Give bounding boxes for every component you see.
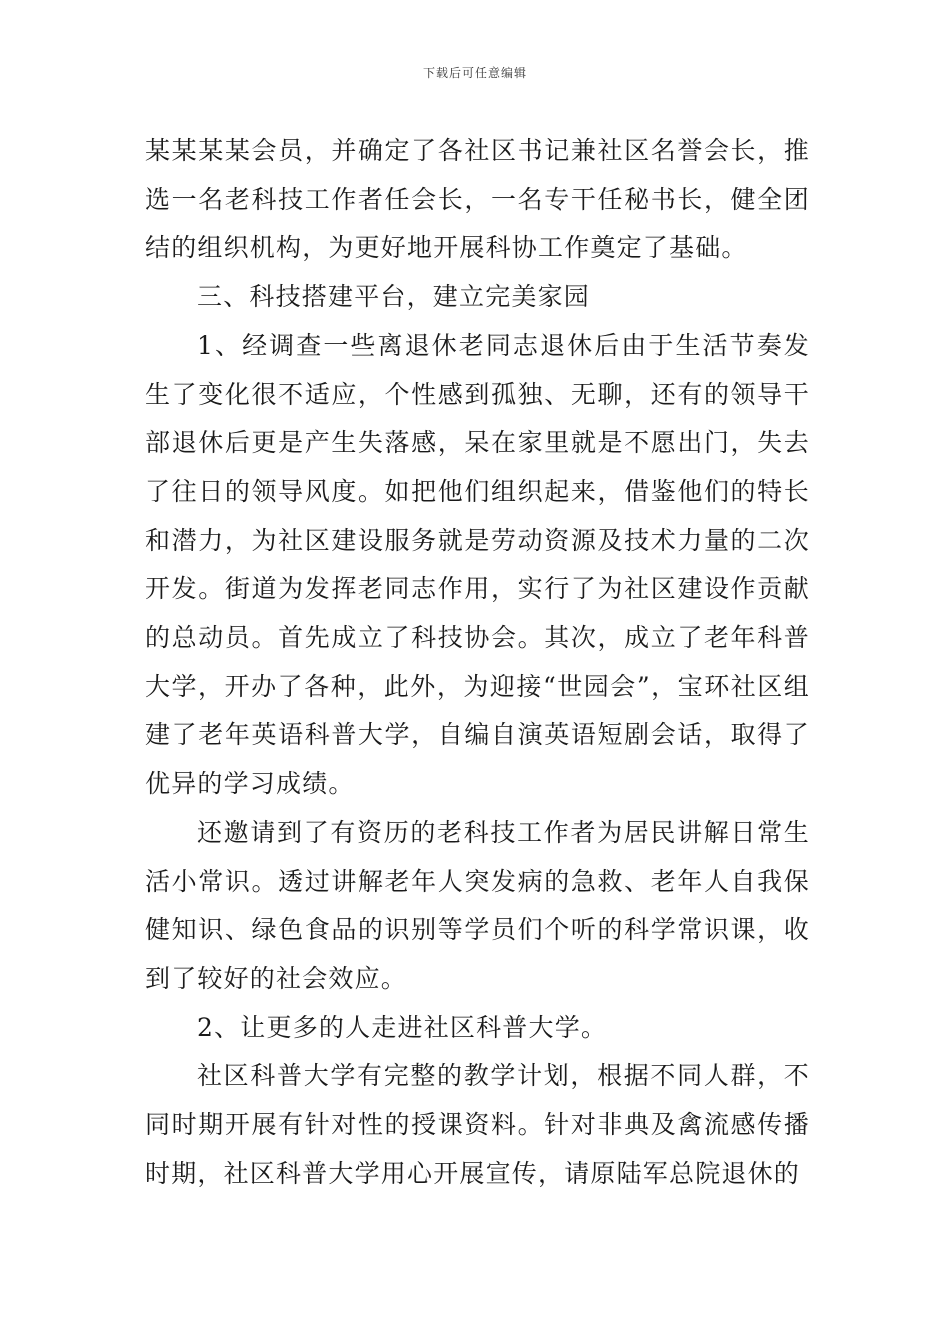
paragraph-item-2: 2、让更多的人走进社区科普大学。 [197, 1012, 608, 1042]
paragraph-item-1: 1、经调查一些离退休老同志退休后由于生活节奏发生了变化很不适应，个性感到孤独、无聊，还有的领导干部退休后更是产生失落感，呆在家里就是不愿出门，失去了往日的领导风度。如把他们组织起来，借鉴他们的特长和潜力，为社区建设服务就是劳动资源及技术力量的二次开发。街道为发挥老同志作用，实行了为社区建设作贡献的总动员。首先成立了科技协会。其次，成立了老年科普大学，开办了各种，此外，为迎接“世园会”，宝环社区组建了老年英语科普大学，自编自演英语短剧会话，取得了优异的学习成绩。 [145, 330, 810, 799]
page-header-note: 下载后可任意编辑 [422, 66, 527, 80]
document-body [145, 127, 810, 1198]
section-heading: 三、科技搭建平台，建立完美家园 [197, 282, 591, 312]
paragraph-lectures: 还邀请到了有资历的老科技工作者为居民讲解日常生活小常识。透过讲解老年人突发病的急救、老年人自我保健知识、绿色食品的识别等学员们个听的科学常识课，收到了较好的社会效应。 [145, 817, 810, 993]
paragraph-curriculum: 社区科普大学有完整的教学计划，根据不同人群，不同时期开展有针对性的授课资料。针对非典及禽流感传播时期，社区科普大学用心开展宣传，请原陆军总院退休的 [145, 1061, 810, 1188]
paragraph-continuation: 某某某某会员，并确定了各社区书记兼社区名誉会长，推选一名老科技工作者任会长，一名专干任秘书长，健全团结的组织机构，为更好地开展科协工作奠定了基础。 [145, 136, 810, 263]
